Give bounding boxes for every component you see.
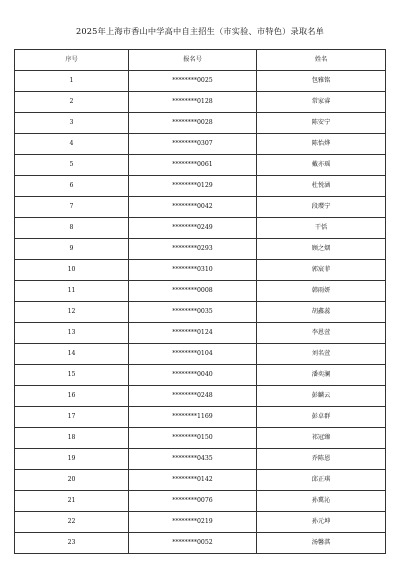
table-row xyxy=(15,197,386,218)
cell-serial-number: 1 xyxy=(15,71,129,92)
cell-registration-number: ********0040 xyxy=(129,365,257,386)
cell-name: 刘名萱 xyxy=(257,344,386,365)
cell-serial-number: 18 xyxy=(15,428,129,449)
cell-registration-number: ********0008 xyxy=(129,281,257,302)
table-row xyxy=(15,386,386,407)
cell-registration-number: ********0249 xyxy=(129,218,257,239)
table-row xyxy=(15,176,386,197)
document-title: 2025年上海市香山中学高中自主招生（市实验、市特色）录取名单 xyxy=(75,26,325,36)
cell-registration-number: ********0150 xyxy=(129,428,257,449)
cell-name: 陈怡烨 xyxy=(257,134,386,155)
cell-registration-number: ********0124 xyxy=(129,323,257,344)
cell-name: 韩雨妍 xyxy=(257,281,386,302)
table-row xyxy=(15,491,386,512)
cell-registration-number: ********0219 xyxy=(129,512,257,533)
table-row xyxy=(15,155,386,176)
table-row xyxy=(15,218,386,239)
cell-registration-number: ********0307 xyxy=(129,134,257,155)
cell-registration-number: ********1169 xyxy=(129,407,257,428)
cell-name: 邱正琪 xyxy=(257,470,386,491)
cell-serial-number: 13 xyxy=(15,323,129,344)
cell-serial-number: 23 xyxy=(15,533,129,554)
table-row xyxy=(15,344,386,365)
cell-registration-number: ********0104 xyxy=(129,344,257,365)
cell-registration-number: ********0248 xyxy=(129,386,257,407)
table-header-row xyxy=(15,50,386,71)
cell-registration-number: ********0435 xyxy=(129,449,257,470)
cell-registration-number: ********0061 xyxy=(129,155,257,176)
cell-name: 段璎宁 xyxy=(257,197,386,218)
table-row xyxy=(15,239,386,260)
cell-serial-number: 16 xyxy=(15,386,129,407)
cell-registration-number: ********0028 xyxy=(129,113,257,134)
table-row xyxy=(15,113,386,134)
cell-serial-number: 15 xyxy=(15,365,129,386)
cell-serial-number: 12 xyxy=(15,302,129,323)
table-row xyxy=(15,323,386,344)
cell-serial-number: 14 xyxy=(15,344,129,365)
cell-serial-number: 21 xyxy=(15,491,129,512)
cell-serial-number: 9 xyxy=(15,239,129,260)
cell-serial-number: 2 xyxy=(15,92,129,113)
cell-serial-number: 8 xyxy=(15,218,129,239)
cell-registration-number: ********0310 xyxy=(129,260,257,281)
cell-name: 干恬 xyxy=(257,218,386,239)
cell-name: 胡鑫蕊 xyxy=(257,302,386,323)
cell-name: 汤馨淇 xyxy=(257,533,386,554)
cell-name: 郭宸菲 xyxy=(257,260,386,281)
cell-name: 祁冠臻 xyxy=(257,428,386,449)
table-row xyxy=(15,365,386,386)
cell-registration-number: ********0076 xyxy=(129,491,257,512)
cell-serial-number: 22 xyxy=(15,512,129,533)
header-registration-number: 报名号 xyxy=(129,50,257,71)
cell-registration-number: ********0293 xyxy=(129,239,257,260)
table-row xyxy=(15,71,386,92)
cell-name: 孙冀沁 xyxy=(257,491,386,512)
cell-serial-number: 11 xyxy=(15,281,129,302)
table-row xyxy=(15,260,386,281)
cell-serial-number: 10 xyxy=(15,260,129,281)
cell-serial-number: 4 xyxy=(15,134,129,155)
cell-registration-number: ********0129 xyxy=(129,176,257,197)
table-row xyxy=(15,449,386,470)
cell-registration-number: ********0128 xyxy=(129,92,257,113)
table-row xyxy=(15,533,386,554)
cell-name: 杜悦涵 xyxy=(257,176,386,197)
table-row xyxy=(15,302,386,323)
table-row xyxy=(15,407,386,428)
cell-name: 李恩萱 xyxy=(257,323,386,344)
admission-table xyxy=(14,49,386,554)
cell-registration-number: ********0142 xyxy=(129,470,257,491)
header-name: 姓名 xyxy=(257,50,386,71)
cell-name: 潘奕澜 xyxy=(257,365,386,386)
cell-name: 陈安宁 xyxy=(257,113,386,134)
cell-name: 彭卓群 xyxy=(257,407,386,428)
cell-serial-number: 5 xyxy=(15,155,129,176)
cell-serial-number: 6 xyxy=(15,176,129,197)
table-row xyxy=(15,470,386,491)
cell-name: 彭麟云 xyxy=(257,386,386,407)
cell-serial-number: 3 xyxy=(15,113,129,134)
cell-name: 乔陈恩 xyxy=(257,449,386,470)
cell-registration-number: ********0035 xyxy=(129,302,257,323)
header-serial-number: 序号 xyxy=(15,50,129,71)
cell-serial-number: 17 xyxy=(15,407,129,428)
cell-name: 顾之烟 xyxy=(257,239,386,260)
table-row xyxy=(15,281,386,302)
cell-registration-number: ********0025 xyxy=(129,71,257,92)
table-row xyxy=(15,134,386,155)
cell-registration-number: ********0042 xyxy=(129,197,257,218)
table-row xyxy=(15,512,386,533)
table-row xyxy=(15,92,386,113)
cell-name: 戴亦瑶 xyxy=(257,155,386,176)
cell-registration-number: ********0052 xyxy=(129,533,257,554)
cell-name: 孙元坤 xyxy=(257,512,386,533)
table-row xyxy=(15,428,386,449)
cell-serial-number: 19 xyxy=(15,449,129,470)
cell-serial-number: 20 xyxy=(15,470,129,491)
cell-serial-number: 7 xyxy=(15,197,129,218)
cell-name: 包雅铭 xyxy=(257,71,386,92)
cell-name: 常家睿 xyxy=(257,92,386,113)
